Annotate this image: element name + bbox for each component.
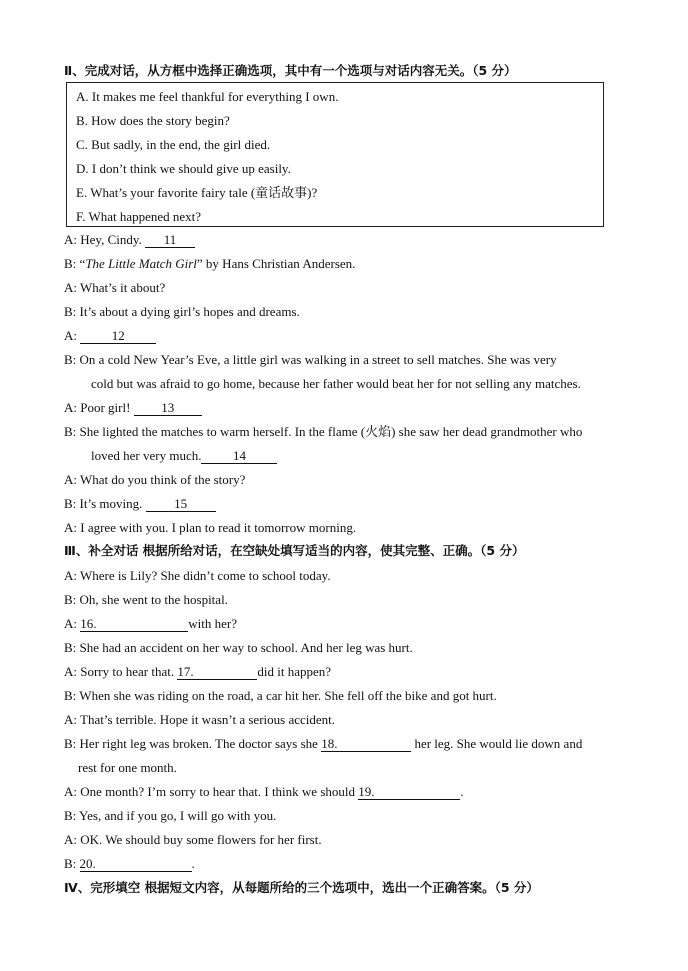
book-title: The Little Match Girl [85,256,197,271]
dialogue-line: B: Oh, she went to the hospital. [64,592,228,607]
answer-blank-18[interactable]: 18. [321,737,411,752]
line-text: A: One month? I’m sorry to hear that. I think we should [64,784,359,799]
dialogue-line [64,232,195,248]
answer-blank-13[interactable]: 13 [134,401,202,416]
option-d: D. I don’t think we should give up easily. [76,161,291,176]
dialogue-line [64,736,582,752]
dialogue-line: B: On a cold New Year’s Eve, a little girl was walking in a street to sell matches. She was very [64,352,557,367]
option-c: C. But sadly, in the end, the girl died. [76,137,271,152]
dialogue-line [64,496,216,512]
option-b: B. How does the story begin? [76,113,230,128]
answer-blank-12[interactable]: 12 [80,329,156,344]
options-box [66,82,604,227]
line-text: A: Poor girl! [64,400,134,415]
line-text: A: [64,328,81,343]
line-text: did it happen? [257,664,332,679]
dialogue-line: B: She lighted the matches to warm herself. In the flame (火焰) she saw her dead grandmother who [64,424,583,439]
dialogue-line: A: Where is Lily? She didn’t come to school today. [64,568,331,583]
answer-blank-19[interactable]: 19. [358,785,460,800]
line-text: . [460,784,464,799]
line-text: ” by Hans Christian Andersen. [196,256,356,271]
section-4-heading: Ⅳ、完形填空 根据短文内容，从每题所给的三个选项中，选出一个正确答案。（5 分） [64,880,539,895]
dialogue-line [64,664,331,680]
line-text: . [191,856,195,871]
dialogue-line [64,856,195,872]
dialogue-line: B: She had an accident on her way to school. And her leg was hurt. [64,640,413,655]
line-text: loved her very much. [91,448,202,463]
line-text: B: Her right leg was broken. The doctor says she [64,736,322,751]
dialogue-line [64,256,355,272]
answer-blank-15[interactable]: 15 [146,497,216,512]
dialogue-line [64,616,237,632]
dialogue-line [64,400,202,416]
line-text: A: Hey, Cindy. [64,232,146,247]
dialogue-line: A: What do you think of the story? [64,472,246,487]
dialogue-line [64,784,464,800]
dialogue-line [64,328,156,344]
option-f: F. What happened next? [76,209,202,224]
line-text: with her? [188,616,237,631]
answer-blank-20[interactable]: 20. [80,857,192,872]
option-e: E. What’s your favorite fairy tale (童话故事)? [76,185,318,200]
section-2-heading: Ⅱ、完成对话，从方框中选择正确选项，其中有一个选项与对话内容无关。（5 分） [64,63,517,78]
section-3-heading: Ⅲ、补全对话 根据所给对话，在空缺处填写适当的内容，使其完整、正确。（5 分） [64,543,525,558]
line-text: B: [64,856,80,871]
answer-blank-16[interactable]: 16. [80,617,188,632]
dialogue-line-continued [91,448,277,464]
dialogue-line: B: It’s about a dying girl’s hopes and dreams. [64,304,300,319]
answer-blank-14[interactable]: 14 [201,449,277,464]
dialogue-line: A: What’s it about? [64,280,166,295]
line-text: her leg. She would lie down and [411,736,583,751]
dialogue-line: A: OK. We should buy some flowers for her first. [64,832,322,847]
dialogue-line-continued: rest for one month. [78,760,177,775]
dialogue-line: A: I agree with you. I plan to read it tomorrow morning. [64,520,357,535]
dialogue-line: A: That’s terrible. Hope it wasn’t a serious accident. [64,712,336,727]
line-text: A: [64,616,81,631]
dialogue-line-continued: cold but was afraid to go home, because her father would beat her for not selling any matches. [91,376,581,391]
line-text: A: Sorry to hear that. [64,664,178,679]
dialogue-line: B: When she was riding on the road, a car hit her. She fell off the bike and got hurt. [64,688,497,703]
answer-blank-17[interactable]: 17. [177,665,257,680]
line-text: B: “ [64,256,86,271]
answer-blank-11[interactable]: 11 [145,233,195,248]
option-a: A. It makes me feel thankful for everything I own. [76,89,339,104]
dialogue-line: B: Yes, and if you go, I will go with you. [64,808,277,823]
line-text: B: It’s moving. [64,496,146,511]
